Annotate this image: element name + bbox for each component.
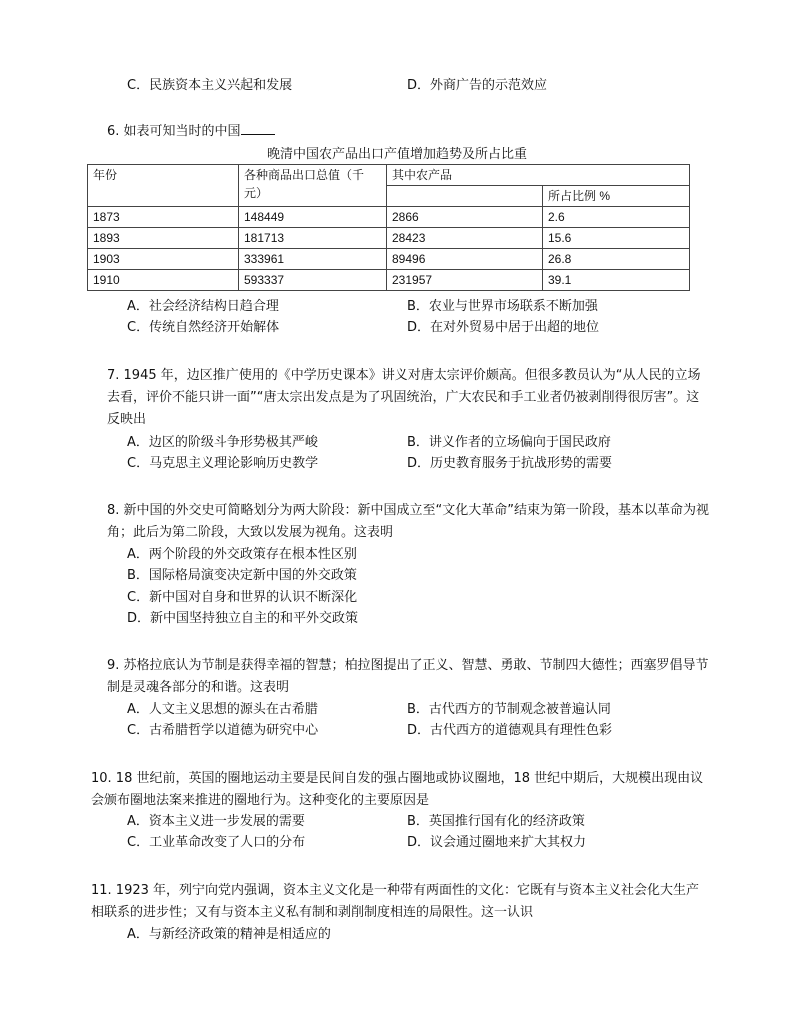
- export-table: [87, 164, 690, 291]
- header-agri-group: 其中农产品: [387, 165, 690, 186]
- q9-option-c: C．古希腊哲学以道德为研究中心: [127, 723, 319, 738]
- q10-option-a: A．资本主义进一步发展的需要: [127, 814, 305, 829]
- table-row: [88, 228, 690, 249]
- cell-ratio: 15.6: [543, 228, 690, 249]
- q5-option-c: C．民族资本主义兴起和发展: [127, 78, 293, 93]
- q8-stem: 8. 新中国的外交史可简略划分为两大阶段：新中国成立至“文化大革命”结束为第一阶段，基本以革命为视角；此后为第二阶段，大致以发展为视角。这表明: [107, 503, 710, 540]
- cell-total: 148449: [239, 207, 387, 228]
- q7-option-b: B．讲义作者的立场偏向于国民政府: [407, 435, 611, 450]
- header-agri-value: [387, 186, 543, 207]
- table-caption: 晚清中国农产品出口产值增加趋势及所占比重: [266, 147, 527, 162]
- q9-option-b: B．古代西方的节制观念被普遍认同: [407, 702, 611, 717]
- cell-ratio: 2.6: [543, 207, 690, 228]
- cell-ratio: 26.8: [543, 249, 690, 270]
- q10-option-d: D．议会通过圈地来扩大其权力: [407, 835, 587, 850]
- q9-option-a: A．人文主义思想的源头在古希腊: [127, 702, 318, 717]
- cell-total: 593337: [239, 270, 387, 291]
- q9-option-d: D．古代西方的道德观具有理性色彩: [407, 723, 613, 738]
- q8-option-d: D．新中国坚持独立自主的和平外交政策: [127, 611, 359, 626]
- q6-option-a: A．社会经济结构日趋合理: [127, 299, 279, 314]
- cell-ratio: 39.1: [543, 270, 690, 291]
- cell-agri: 89496: [387, 249, 543, 270]
- q9-stem: 9. 苏格拉底认为节制是获得幸福的智慧；柏拉图提出了正义、智慧、勇敢、节制四大德性；西塞罗倡导节制是灵魂各部分的和谐。这表明: [107, 658, 709, 695]
- cell-year: 1873: [88, 207, 239, 228]
- header-total: 各种商品出口总值（千元）: [239, 165, 387, 207]
- q8-option-b: B．国际格局演变决定新中国的外交政策: [127, 568, 357, 583]
- q6-option-d: D．在对外贸易中居于出超的地位: [407, 320, 600, 335]
- cell-total: 181713: [239, 228, 387, 249]
- q10-option-c: C．工业革命改变了人口的分布: [127, 835, 306, 850]
- q7-option-d: D．历史教育服务于抗战形势的需要: [407, 456, 613, 471]
- cell-year: 1893: [88, 228, 239, 249]
- header-ratio: 所占比例 %: [543, 186, 690, 207]
- table-row: [88, 270, 690, 291]
- q10-option-b: B．英国推行国有化的经济政策: [407, 814, 585, 829]
- cell-agri: 2866: [387, 207, 543, 228]
- q5-option-d: D．外商广告的示范效应: [407, 78, 548, 93]
- table-row: [88, 249, 690, 270]
- q7-option-c: C．马克思主义理论影响历史教学: [127, 456, 319, 471]
- table-row: [88, 207, 690, 228]
- q10-stem: 10. 18 世纪前，英国的圈地运动主要是民间自发的强占圈地或协议圈地，18 世纪中期后，大规模出现由议会颁布圈地法案来推进的圈地行为。这种变化的主要原因是: [91, 771, 704, 808]
- q6-stem-line: [107, 120, 275, 142]
- answer-blank: [241, 120, 275, 135]
- q7-option-a: A．边区的阶级斗争形势极其严峻: [127, 435, 318, 450]
- q7-stem: 7. 1945 年，边区推广使用的《中学历史课本》讲义对唐太宗评价颇高。但很多教员认为“从人民的立场去看，评价不能只讲一面”“唐太宗出发点是为了巩固统治，广大农民和手工业者仍被剥削得很厉害”。这反映出: [107, 368, 701, 427]
- q11-option-a: A．与新经济政策的精神是相适应的: [127, 927, 331, 942]
- cell-total: 333961: [239, 249, 387, 270]
- cell-agri: 231957: [387, 270, 543, 291]
- q6-option-c: C．传统自然经济开始解体: [127, 320, 280, 335]
- q8-option-c: C．新中国对自身和世界的认识不断深化: [127, 590, 358, 605]
- cell-year: 1910: [88, 270, 239, 291]
- cell-agri: 28423: [387, 228, 543, 249]
- q6-option-b: B．农业与世界市场联系不断加强: [407, 299, 598, 314]
- header-year: 年份: [88, 165, 239, 207]
- cell-year: 1903: [88, 249, 239, 270]
- q11-stem: 11. 1923 年，列宁向党内强调，资本主义文化是一种带有两面性的文化：它既有与资本主义社会化大生产相联系的进步性；又有与资本主义私有制和剥削制度相连的局限性。这一认识: [91, 883, 700, 920]
- q8-option-a: A．两个阶段的外交政策存在根本性区别: [127, 547, 357, 562]
- q6-stem: 6. 如表可知当时的中国: [107, 124, 241, 139]
